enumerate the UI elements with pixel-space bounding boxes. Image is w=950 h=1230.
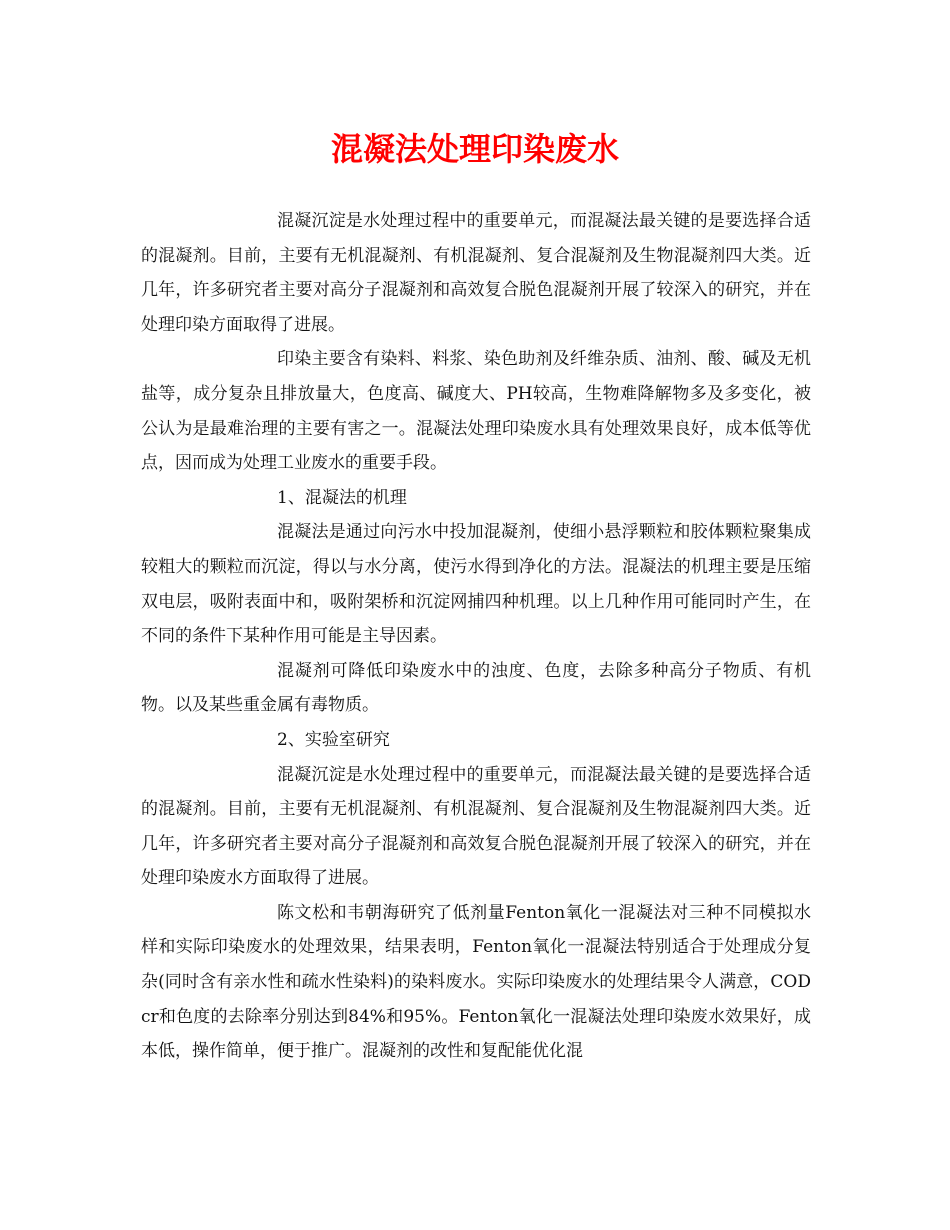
document-title: 混凝法处理印染废水 — [330, 130, 619, 168]
paragraph-lab-intro: 混凝沉淀是水处理过程中的重要单元，而混凝法最关键的是要选择合适的混凝剂。目前，主要有无机混凝剂、有机混凝剂、复合混凝剂及生物混凝剂四大类。近几年，许多研究者主要对高分子混凝剂和高效复合脱色混凝剂开展了较深入的研究，并在处理印染废水方面取得了进展。 — [141, 764, 811, 889]
section-heading-lab-research: 2、实验室研究 — [277, 729, 390, 750]
paragraph-fenton-study: 陈文松和韦朝海研究了低剂量Fenton氧化一混凝法对三种不同模拟水样和实际印染废水的处理效果，结果表明，Fenton氧化一混凝法特别适合于处理成分复杂(同时含有亲水性和疏水性染料)的染料废水。实际印染废水的处理结果令人满意，CODcr和色度的去除率分别达到84%和95%。Fenton氧化一混凝法处理印染废水效果好，成本低，操作简单，便于推广。混凝剂的改性和复配能优化混 — [141, 902, 811, 1062]
paragraph-mechanism: 混凝法是通过向污水中投加混凝剂，使细小悬浮颗粒和胶体颗粒聚集成较粗大的颗粒而沉淀，得以与水分离，使污水得到净化的方法。混凝法的机理主要是压缩双电层，吸附表面中和，吸附架桥和沉淀网捕四种机理。以上几种作用可能同时产生，在不同的条件下某种作用可能是主导因素。 — [141, 522, 811, 647]
paragraph-effects: 混凝剂可降低印染废水中的浊度、色度，去除多种高分子物质、有机物。以及某些重金属有毒物质。 — [141, 660, 811, 716]
paragraph-composition: 印染主要含有染料、料浆、染色助剂及纤维杂质、油剂、酸、碱及无机盐等，成分复杂且排放量大，色度高、碱度大、PH较高，生物难降解物多及多变化，被公认为是最难治理的主要有害之一。混凝法处理印染废水具有处理效果良好，成本低等优点，因而成为处理工业废水的重要手段。 — [141, 349, 811, 474]
section-heading-mechanism: 1、混凝法的机理 — [277, 487, 407, 508]
paragraph-intro: 混凝沉淀是水处理过程中的重要单元，而混凝法最关键的是要选择合适的混凝剂。目前，主要有无机混凝剂、有机混凝剂、复合混凝剂及生物混凝剂四大类。近几年，许多研究者主要对高分子混凝剂和高效复合脱色混凝剂开展了较深入的研究，并在处理印染方面取得了进展。 — [141, 211, 811, 335]
document-body — [141, 204, 811, 1069]
